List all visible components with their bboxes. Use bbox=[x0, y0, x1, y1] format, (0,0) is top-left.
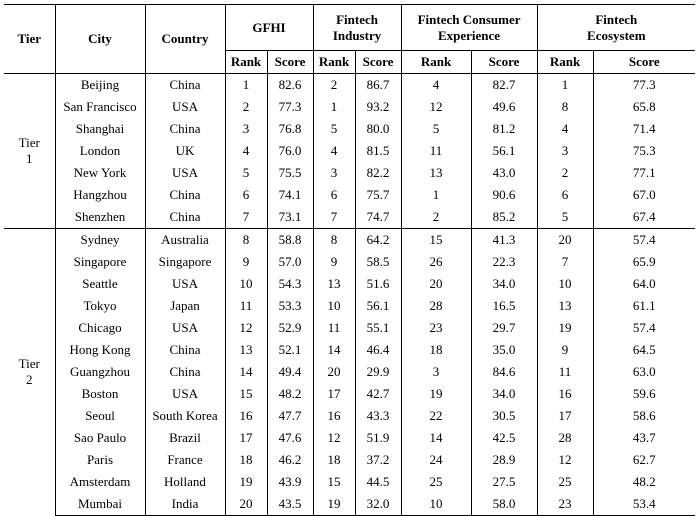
cell-city: Seoul bbox=[55, 405, 145, 427]
cell-ind-rank: 3 bbox=[313, 162, 355, 184]
cell-eco-score: 65.9 bbox=[593, 251, 695, 273]
table-row bbox=[4, 471, 695, 493]
cell-exp-score: 28.9 bbox=[471, 449, 537, 471]
cell-country: Australia bbox=[145, 229, 225, 252]
cell-country: China bbox=[145, 361, 225, 383]
cell-gfhi-rank: 5 bbox=[225, 162, 267, 184]
table-row bbox=[4, 206, 695, 229]
cell-ind-rank: 14 bbox=[313, 339, 355, 361]
cell-ind-score: 51.9 bbox=[355, 427, 401, 449]
cell-ind-rank: 1 bbox=[313, 96, 355, 118]
cell-country: China bbox=[145, 206, 225, 229]
table-row bbox=[4, 229, 695, 252]
cell-eco-rank: 6 bbox=[537, 184, 593, 206]
cell-city: Sydney bbox=[55, 229, 145, 252]
cell-city: San Francisco bbox=[55, 96, 145, 118]
cell-gfhi-rank: 20 bbox=[225, 493, 267, 516]
cell-ind-rank: 7 bbox=[313, 206, 355, 229]
header-group-experience-line1: Fintech Consumer bbox=[417, 11, 521, 27]
cell-country: Singapore bbox=[145, 251, 225, 273]
cell-gfhi-score: 52.9 bbox=[267, 317, 313, 339]
table-row bbox=[4, 383, 695, 405]
cell-ind-score: 80.0 bbox=[355, 118, 401, 140]
table-row bbox=[4, 493, 695, 516]
cell-eco-rank: 1 bbox=[537, 74, 593, 97]
cell-eco-score: 58.6 bbox=[593, 405, 695, 427]
cell-exp-score: 84.6 bbox=[471, 361, 537, 383]
cell-exp-score: 16.5 bbox=[471, 295, 537, 317]
cell-eco-score: 48.2 bbox=[593, 471, 695, 493]
cell-gfhi-score: 73.1 bbox=[267, 206, 313, 229]
cell-exp-rank: 26 bbox=[401, 251, 471, 273]
cell-city: Shenzhen bbox=[55, 206, 145, 229]
header-ecosystem-rank: Rank bbox=[537, 51, 593, 74]
cell-ind-score: 64.2 bbox=[355, 229, 401, 252]
cell-eco-rank: 4 bbox=[537, 118, 593, 140]
cell-gfhi-score: 76.0 bbox=[267, 140, 313, 162]
cell-gfhi-rank: 13 bbox=[225, 339, 267, 361]
cell-ind-score: 29.9 bbox=[355, 361, 401, 383]
tier-label-number: 2 bbox=[26, 372, 33, 388]
cell-eco-score: 62.7 bbox=[593, 449, 695, 471]
cell-ind-score: 74.7 bbox=[355, 206, 401, 229]
ranking-table-container bbox=[4, 4, 695, 516]
cell-gfhi-rank: 7 bbox=[225, 206, 267, 229]
cell-eco-rank: 19 bbox=[537, 317, 593, 339]
header-group-ecosystem-line2: Ecosystem bbox=[587, 27, 646, 43]
table-row bbox=[4, 295, 695, 317]
cell-gfhi-score: 58.8 bbox=[267, 229, 313, 252]
cell-exp-rank: 10 bbox=[401, 493, 471, 516]
cell-eco-rank: 8 bbox=[537, 96, 593, 118]
cell-ind-rank: 5 bbox=[313, 118, 355, 140]
cell-exp-rank: 20 bbox=[401, 273, 471, 295]
cell-eco-score: 59.6 bbox=[593, 383, 695, 405]
cell-gfhi-score: 54.3 bbox=[267, 273, 313, 295]
cell-gfhi-rank: 1 bbox=[225, 74, 267, 97]
cell-exp-rank: 13 bbox=[401, 162, 471, 184]
cell-exp-rank: 14 bbox=[401, 427, 471, 449]
cell-eco-rank: 7 bbox=[537, 251, 593, 273]
cell-exp-score: 34.0 bbox=[471, 273, 537, 295]
cell-gfhi-score: 53.3 bbox=[267, 295, 313, 317]
cell-exp-score: 56.1 bbox=[471, 140, 537, 162]
cell-ind-score: 32.0 bbox=[355, 493, 401, 516]
cell-exp-score: 22.3 bbox=[471, 251, 537, 273]
header-row-groups bbox=[4, 5, 695, 51]
table-body bbox=[4, 74, 695, 516]
tier-label bbox=[4, 74, 55, 229]
cell-city: Singapore bbox=[55, 251, 145, 273]
cell-ind-rank: 15 bbox=[313, 471, 355, 493]
cell-exp-score: 41.3 bbox=[471, 229, 537, 252]
cell-eco-score: 64.5 bbox=[593, 339, 695, 361]
header-group-ecosystem bbox=[537, 5, 695, 51]
cell-gfhi-score: 52.1 bbox=[267, 339, 313, 361]
cell-country: China bbox=[145, 118, 225, 140]
cell-city: Seattle bbox=[55, 273, 145, 295]
cell-eco-rank: 12 bbox=[537, 449, 593, 471]
table-header bbox=[4, 5, 695, 74]
cell-country: Holland bbox=[145, 471, 225, 493]
cell-country: USA bbox=[145, 317, 225, 339]
table-row bbox=[4, 162, 695, 184]
header-group-industry-line1: Fintech bbox=[336, 11, 378, 27]
cell-eco-score: 71.4 bbox=[593, 118, 695, 140]
cell-exp-score: 29.7 bbox=[471, 317, 537, 339]
cell-ind-score: 46.4 bbox=[355, 339, 401, 361]
cell-ind-score: 43.3 bbox=[355, 405, 401, 427]
cell-country: South Korea bbox=[145, 405, 225, 427]
cell-exp-rank: 11 bbox=[401, 140, 471, 162]
cell-ind-rank: 13 bbox=[313, 273, 355, 295]
header-group-ecosystem-line1: Fintech bbox=[595, 11, 638, 27]
cell-ind-score: 55.1 bbox=[355, 317, 401, 339]
cell-city: Sao Paulo bbox=[55, 427, 145, 449]
cell-gfhi-score: 57.0 bbox=[267, 251, 313, 273]
cell-gfhi-score: 43.9 bbox=[267, 471, 313, 493]
table-row bbox=[4, 361, 695, 383]
cell-ind-rank: 8 bbox=[313, 229, 355, 252]
header-group-experience-line2: Experience bbox=[437, 27, 501, 43]
cell-gfhi-score: 75.5 bbox=[267, 162, 313, 184]
tier-label-word: Tier bbox=[18, 135, 40, 150]
header-tier: Tier bbox=[4, 5, 55, 74]
cell-gfhi-score: 46.2 bbox=[267, 449, 313, 471]
cell-city: Amsterdam bbox=[55, 471, 145, 493]
cell-gfhi-rank: 10 bbox=[225, 273, 267, 295]
cell-country: UK bbox=[145, 140, 225, 162]
header-ecosystem-score: Score bbox=[593, 51, 695, 74]
cell-eco-score: 77.3 bbox=[593, 74, 695, 97]
cell-eco-score: 67.0 bbox=[593, 184, 695, 206]
cell-city: Beijing bbox=[55, 74, 145, 97]
header-experience-score: Score bbox=[471, 51, 537, 74]
cell-gfhi-rank: 18 bbox=[225, 449, 267, 471]
cell-ind-rank: 10 bbox=[313, 295, 355, 317]
cell-exp-rank: 12 bbox=[401, 96, 471, 118]
cell-gfhi-rank: 14 bbox=[225, 361, 267, 383]
cell-gfhi-rank: 11 bbox=[225, 295, 267, 317]
cell-exp-score: 35.0 bbox=[471, 339, 537, 361]
cell-exp-score: 90.6 bbox=[471, 184, 537, 206]
cell-gfhi-score: 82.6 bbox=[267, 74, 313, 97]
table-row bbox=[4, 251, 695, 273]
cell-gfhi-score: 77.3 bbox=[267, 96, 313, 118]
cell-ind-score: 93.2 bbox=[355, 96, 401, 118]
cell-gfhi-score: 49.4 bbox=[267, 361, 313, 383]
table-row bbox=[4, 339, 695, 361]
cell-eco-score: 75.3 bbox=[593, 140, 695, 162]
cell-city: Hangzhou bbox=[55, 184, 145, 206]
cell-eco-rank: 23 bbox=[537, 493, 593, 516]
cell-gfhi-rank: 3 bbox=[225, 118, 267, 140]
cell-eco-rank: 10 bbox=[537, 273, 593, 295]
table-row bbox=[4, 96, 695, 118]
cell-ind-rank: 17 bbox=[313, 383, 355, 405]
table-row bbox=[4, 140, 695, 162]
header-gfhi-rank: Rank bbox=[225, 51, 267, 74]
header-group-industry-line2: Industry bbox=[332, 27, 382, 43]
cell-eco-rank: 13 bbox=[537, 295, 593, 317]
cell-country: USA bbox=[145, 96, 225, 118]
cell-exp-rank: 3 bbox=[401, 361, 471, 383]
cell-ind-score: 82.2 bbox=[355, 162, 401, 184]
cell-exp-score: 34.0 bbox=[471, 383, 537, 405]
cell-country: USA bbox=[145, 273, 225, 295]
header-group-experience bbox=[401, 5, 537, 51]
cell-ind-rank: 12 bbox=[313, 427, 355, 449]
table-row bbox=[4, 184, 695, 206]
cell-eco-rank: 5 bbox=[537, 206, 593, 229]
cell-country: France bbox=[145, 449, 225, 471]
table-row bbox=[4, 273, 695, 295]
cell-country: China bbox=[145, 184, 225, 206]
cell-city: Boston bbox=[55, 383, 145, 405]
cell-city: Hong Kong bbox=[55, 339, 145, 361]
header-group-gfhi bbox=[225, 5, 313, 51]
cell-eco-rank: 25 bbox=[537, 471, 593, 493]
cell-eco-score: 57.4 bbox=[593, 317, 695, 339]
header-country: Country bbox=[145, 5, 225, 74]
cell-ind-score: 42.7 bbox=[355, 383, 401, 405]
cell-exp-rank: 24 bbox=[401, 449, 471, 471]
cell-gfhi-rank: 15 bbox=[225, 383, 267, 405]
cell-country: China bbox=[145, 339, 225, 361]
cell-gfhi-rank: 9 bbox=[225, 251, 267, 273]
cell-exp-score: 58.0 bbox=[471, 493, 537, 516]
cell-exp-score: 49.6 bbox=[471, 96, 537, 118]
cell-exp-score: 27.5 bbox=[471, 471, 537, 493]
cell-eco-score: 61.1 bbox=[593, 295, 695, 317]
cell-exp-rank: 2 bbox=[401, 206, 471, 229]
cell-exp-score: 43.0 bbox=[471, 162, 537, 184]
cell-eco-score: 67.4 bbox=[593, 206, 695, 229]
cell-eco-score: 53.4 bbox=[593, 493, 695, 516]
cell-gfhi-rank: 12 bbox=[225, 317, 267, 339]
cell-ind-rank: 4 bbox=[313, 140, 355, 162]
cell-exp-rank: 28 bbox=[401, 295, 471, 317]
cell-city: Tokyo bbox=[55, 295, 145, 317]
cell-gfhi-score: 48.2 bbox=[267, 383, 313, 405]
cell-eco-score: 57.4 bbox=[593, 229, 695, 252]
cell-ind-rank: 20 bbox=[313, 361, 355, 383]
tier-label-word: Tier bbox=[18, 356, 40, 372]
cell-eco-rank: 16 bbox=[537, 383, 593, 405]
cell-ind-score: 56.1 bbox=[355, 295, 401, 317]
cell-exp-score: 42.5 bbox=[471, 427, 537, 449]
cell-exp-rank: 19 bbox=[401, 383, 471, 405]
cell-ind-rank: 6 bbox=[313, 184, 355, 206]
cell-ind-rank: 2 bbox=[313, 74, 355, 97]
header-industry-score: Score bbox=[355, 51, 401, 74]
cell-country: India bbox=[145, 493, 225, 516]
cell-eco-score: 63.0 bbox=[593, 361, 695, 383]
table-row bbox=[4, 405, 695, 427]
cell-eco-score: 65.8 bbox=[593, 96, 695, 118]
cell-exp-rank: 18 bbox=[401, 339, 471, 361]
cell-country: China bbox=[145, 74, 225, 97]
cell-ind-rank: 16 bbox=[313, 405, 355, 427]
cell-ind-score: 81.5 bbox=[355, 140, 401, 162]
cell-gfhi-score: 76.8 bbox=[267, 118, 313, 140]
cell-exp-rank: 25 bbox=[401, 471, 471, 493]
cell-ind-score: 75.7 bbox=[355, 184, 401, 206]
cell-gfhi-rank: 16 bbox=[225, 405, 267, 427]
header-industry-rank: Rank bbox=[313, 51, 355, 74]
cell-eco-score: 64.0 bbox=[593, 273, 695, 295]
cell-city: London bbox=[55, 140, 145, 162]
cell-eco-rank: 11 bbox=[537, 361, 593, 383]
header-city: City bbox=[55, 5, 145, 74]
cell-eco-rank: 17 bbox=[537, 405, 593, 427]
cell-city: Paris bbox=[55, 449, 145, 471]
cell-gfhi-rank: 19 bbox=[225, 471, 267, 493]
table-row bbox=[4, 317, 695, 339]
cell-city: Chicago bbox=[55, 317, 145, 339]
cell-gfhi-score: 47.7 bbox=[267, 405, 313, 427]
cell-eco-rank: 2 bbox=[537, 162, 593, 184]
header-experience-rank: Rank bbox=[401, 51, 471, 74]
cell-ind-rank: 11 bbox=[313, 317, 355, 339]
header-gfhi-score: Score bbox=[267, 51, 313, 74]
cell-country: USA bbox=[145, 162, 225, 184]
cell-exp-score: 30.5 bbox=[471, 405, 537, 427]
cell-exp-rank: 22 bbox=[401, 405, 471, 427]
cell-eco-score: 43.7 bbox=[593, 427, 695, 449]
cell-ind-score: 44.5 bbox=[355, 471, 401, 493]
cell-gfhi-rank: 8 bbox=[225, 229, 267, 252]
cell-gfhi-rank: 17 bbox=[225, 427, 267, 449]
cell-country: Brazil bbox=[145, 427, 225, 449]
cell-country: USA bbox=[145, 383, 225, 405]
header-group-industry bbox=[313, 5, 401, 51]
cell-eco-rank: 3 bbox=[537, 140, 593, 162]
table-row bbox=[4, 118, 695, 140]
cell-exp-score: 85.2 bbox=[471, 206, 537, 229]
tier-label-number: 1 bbox=[26, 151, 33, 166]
cell-ind-rank: 9 bbox=[313, 251, 355, 273]
table-row bbox=[4, 427, 695, 449]
cell-gfhi-score: 47.6 bbox=[267, 427, 313, 449]
cell-city: Mumbai bbox=[55, 493, 145, 516]
cell-city: New York bbox=[55, 162, 145, 184]
cell-gfhi-score: 43.5 bbox=[267, 493, 313, 516]
fintech-ranking-table bbox=[4, 4, 695, 516]
cell-ind-score: 37.2 bbox=[355, 449, 401, 471]
cell-exp-rank: 1 bbox=[401, 184, 471, 206]
cell-city: Shanghai bbox=[55, 118, 145, 140]
cell-ind-score: 86.7 bbox=[355, 74, 401, 97]
cell-exp-rank: 4 bbox=[401, 74, 471, 97]
cell-gfhi-rank: 2 bbox=[225, 96, 267, 118]
header-group-gfhi-line1: GFHI bbox=[252, 19, 286, 35]
cell-exp-score: 82.7 bbox=[471, 74, 537, 97]
cell-ind-score: 58.5 bbox=[355, 251, 401, 273]
cell-ind-rank: 18 bbox=[313, 449, 355, 471]
cell-exp-rank: 5 bbox=[401, 118, 471, 140]
cell-exp-rank: 23 bbox=[401, 317, 471, 339]
cell-exp-score: 81.2 bbox=[471, 118, 537, 140]
cell-gfhi-score: 74.1 bbox=[267, 184, 313, 206]
cell-country: Japan bbox=[145, 295, 225, 317]
cell-ind-score: 51.6 bbox=[355, 273, 401, 295]
cell-gfhi-rank: 4 bbox=[225, 140, 267, 162]
tier-label bbox=[4, 229, 55, 516]
cell-eco-rank: 20 bbox=[537, 229, 593, 252]
cell-gfhi-rank: 6 bbox=[225, 184, 267, 206]
cell-eco-score: 77.1 bbox=[593, 162, 695, 184]
cell-ind-rank: 19 bbox=[313, 493, 355, 516]
cell-eco-rank: 28 bbox=[537, 427, 593, 449]
cell-eco-rank: 9 bbox=[537, 339, 593, 361]
cell-exp-rank: 15 bbox=[401, 229, 471, 252]
table-row bbox=[4, 74, 695, 97]
table-row bbox=[4, 449, 695, 471]
cell-city: Guangzhou bbox=[55, 361, 145, 383]
